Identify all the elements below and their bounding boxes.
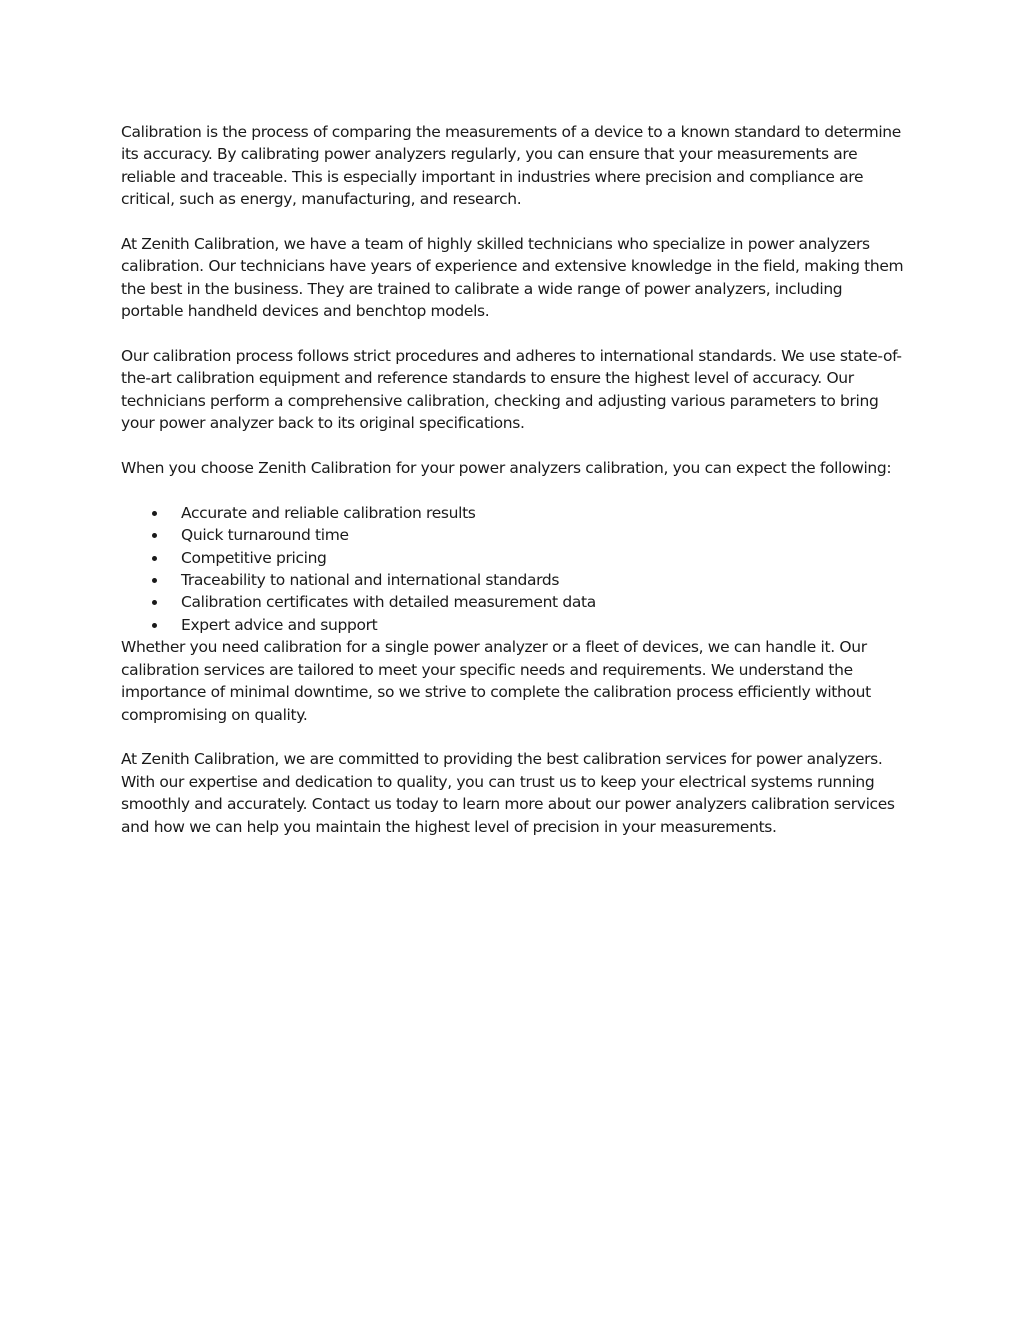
list-item-text: Calibration certificates with detailed measurement data — [181, 593, 596, 612]
list-item-text: Expert advice and support — [181, 615, 378, 634]
list-item — [121, 614, 905, 636]
bullet-icon — [152, 556, 157, 561]
paragraph-fleet: Whether you need calibration for a single power analyzer or a fleet of devices, we can handle it. Our calibration services are tailored to meet your specific needs and requirements. We understand the importance of minimal downtime, so we strive to complete the calibration process efficiently without compromising on quality. — [121, 638, 871, 724]
list-item-text: Accurate and reliable calibration results — [181, 503, 476, 522]
list-item — [121, 591, 905, 613]
list-item — [121, 547, 905, 569]
bullet-icon — [152, 578, 157, 583]
benefits-list — [121, 502, 905, 636]
list-item — [121, 569, 905, 591]
list-item-text: Quick turnaround time — [181, 526, 349, 545]
list-item — [121, 502, 905, 524]
bullet-icon — [152, 533, 157, 538]
paragraph-process: Our calibration process follows strict procedures and adheres to international standards. We use state-of-the-art calibration equipment and reference standards to ensure the highest level of accuracy. Our technicians perform a comprehensive calibration, checking and adjusting various parameters to bring your power analyzer back to its original specifications. — [121, 347, 902, 433]
bullet-icon — [152, 623, 157, 628]
paragraph-expectations: When you choose Zenith Calibration for your power analyzers calibration, you can expect the following: — [121, 459, 892, 478]
list-item-text: Competitive pricing — [181, 548, 327, 567]
bullet-icon — [152, 600, 157, 605]
bullet-icon — [152, 511, 157, 516]
document-page — [121, 121, 905, 860]
paragraph-calibration-intro: Calibration is the process of comparing the measurements of a device to a known standard to determine its accuracy. By calibrating power analyzers regularly, you can ensure that your measurements are reliable and traceable. This is especially important in industries where precision and compliance are critical, such as energy, manufacturing, and research. — [121, 123, 901, 209]
paragraph-commitment: At Zenith Calibration, we are committed to providing the best calibration services for power analyzers. With our expertise and dedication to quality, you can trust us to keep your electrical systems running smoothly and accurately. Contact us today to learn more about our power analyzers calibration services and how we can help you maintain the highest level of precision in your measurements. — [121, 750, 895, 836]
list-item-text: Traceability to national and international standards — [181, 571, 560, 590]
paragraph-technicians: At Zenith Calibration, we have a team of highly skilled technicians who specialize in power analyzers calibration. Our technicians have years of experience and extensive knowledge in the field, making them the best in the business. They are trained to calibrate a wide range of power analyzers, including portable handheld devices and benchtop models. — [121, 235, 904, 321]
list-item — [121, 524, 905, 546]
